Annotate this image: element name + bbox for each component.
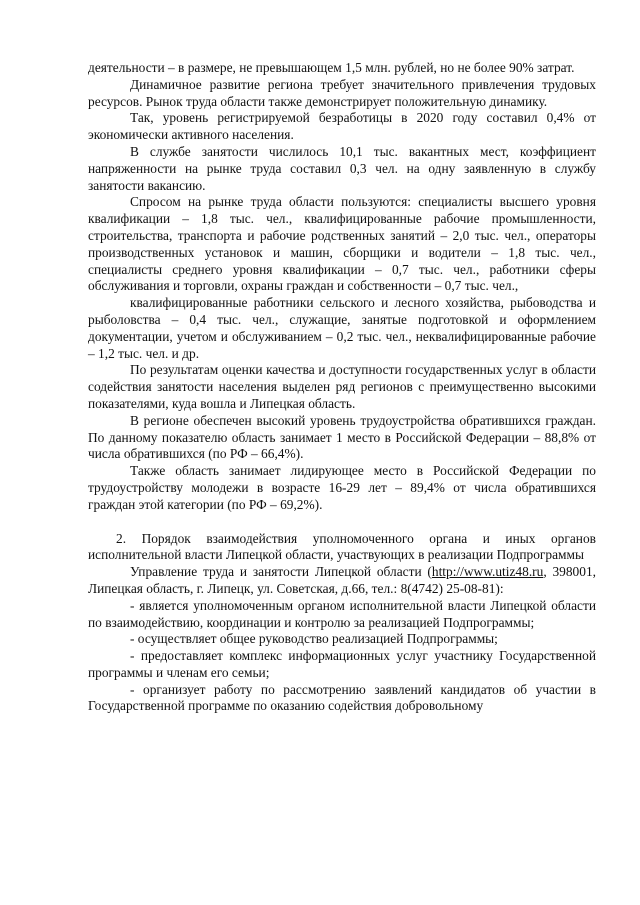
section-heading: 2. Порядок взаимодействия уполномоченного органа и иных органов исполнительной власти Липецкой области, участвующих в реализации Подпрограммы: [88, 530, 596, 563]
organization-website-link[interactable]: http://www.utiz48.ru: [431, 564, 544, 580]
list-item: - предоставляет комплекс информационных услуг участнику Государственной программы и членам его семьи;: [88, 648, 596, 680]
paragraph-employment-level: В регионе обеспечен высокий уровень трудоустройства обратившихся граждан. По данному показателю область занимает 1 место в Российской Федерации – 88,8% от числа обратившихся (по РФ – 66,4%).: [88, 412, 596, 462]
paragraph-service-quality: По результатам оценки качества и доступности государственных услуг в области содействия занятости населения выделен ряд регионов с преимущественно высокими показателями, куда вошла и Липецкая область.: [88, 362, 596, 411]
paragraph-demand: Спросом на рынке труда области пользуются: специалисты высшего уровня квалификации – 1,8 тыс. чел., квалифицированные рабочие промышленности, строительства, транспорта и рабочие родственных занятий – 2,0 тыс. чел., операторы производственных установок и машин, сборщики и водители – 1,8 тыс. чел., специалисты среднего уровня квалификации – 0,7 тыс. чел., работники сферы обслуживания и торговли, охраны граждан и собственности – 0,7 тыс. чел.,: [88, 194, 596, 294]
section-gap: [88, 514, 596, 531]
list-item: - организует работу по рассмотрению заявлений кандидатов об участии в Государственной программе по оказанию содействия добровольному: [88, 681, 596, 714]
organization-address: , 398001, Липецкая область, г. Липецк, ул. Советская, д.66, тел.: 8(4742) 25-08-81):: [88, 564, 596, 596]
list-item: - является уполномоченным органом исполнительной власти Липецкой области по взаимодействию, координации и контролю за реализацией Подпрограммы;: [88, 597, 596, 630]
paragraph-regional-development: Динамичное развитие региона требует значительного привлечения трудовых ресурсов. Рынок труда области также демонстрирует положительную динамику.: [88, 76, 596, 109]
organization-intro: Управление труда и занятости Липецкой области (: [130, 564, 432, 580]
list-item: - осуществляет общее руководство реализацией Подпрограммы;: [130, 631, 498, 647]
paragraph-youth-employment: Также область занимает лидирующее место в Российской Федерации по трудоустройству молодежи в возрасте 16-29 лет – 89,4% от числа обратившихся граждан этой категории (по РФ – 69,2%).: [88, 463, 596, 512]
paragraph-unemployment: Так, уровень регистрируемой безработицы в 2020 году составил 0,4% от экономически активного населения.: [88, 110, 596, 143]
document-page: [88, 60, 596, 715]
paragraph-organization: [88, 564, 596, 598]
paragraph-continuation: деятельности – в размере, не превышающем 1,5 млн. рублей, но не более 90% затрат.: [88, 60, 575, 75]
paragraph-demand-continued: квалифицированные работники сельского и лесного хозяйства, рыбоводства и рыболовства – 0,4 тыс. чел., служащие, занятые подготовкой и оформлением документации, учетом и обслуживанием – 0,2 тыс. чел., неквалифицированные рабочие – 1,2 тыс. чел. и др.: [88, 295, 596, 361]
paragraph-vacancies: В службе занятости числилось 10,1 тыс. вакантных мест, коэффициент напряженности на рынке труда составил 0,3 чел. на одну заявленную в службу занятости вакансию.: [88, 143, 596, 193]
